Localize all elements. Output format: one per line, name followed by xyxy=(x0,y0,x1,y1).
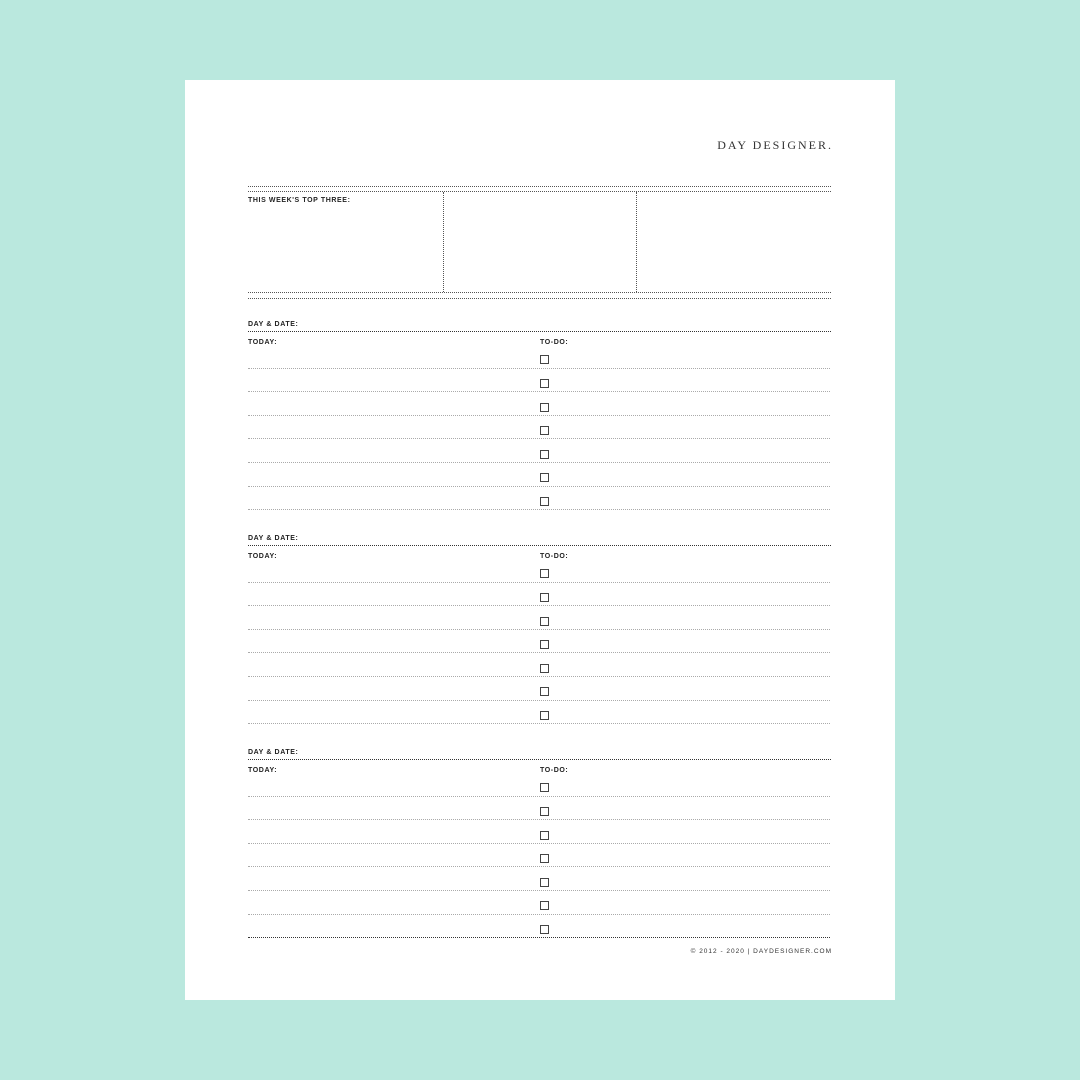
writing-line[interactable] xyxy=(248,843,830,844)
todo-checkbox[interactable] xyxy=(540,497,549,506)
writing-line[interactable] xyxy=(248,582,830,583)
writing-line[interactable] xyxy=(248,866,830,867)
day-date-line[interactable] xyxy=(248,545,831,546)
todo-checkbox[interactable] xyxy=(540,854,549,863)
todo-checkbox[interactable] xyxy=(540,617,549,626)
top-three-border-top-outer xyxy=(248,186,831,187)
day-date-line[interactable] xyxy=(248,331,831,332)
writing-line[interactable] xyxy=(248,676,830,677)
todo-label: TO-DO: xyxy=(540,339,569,346)
writing-line[interactable] xyxy=(248,438,830,439)
day-section-2 xyxy=(248,535,831,730)
day-section-3 xyxy=(248,749,831,944)
writing-line[interactable] xyxy=(248,819,830,820)
writing-line[interactable] xyxy=(248,796,830,797)
writing-line[interactable] xyxy=(248,605,830,606)
writing-line[interactable] xyxy=(248,368,830,369)
todo-label: TO-DO: xyxy=(540,767,569,774)
todo-checkbox[interactable] xyxy=(540,403,549,412)
todo-checkbox[interactable] xyxy=(540,925,549,934)
todo-checkbox[interactable] xyxy=(540,687,549,696)
top-three-label: THIS WEEK'S TOP THREE: xyxy=(248,197,351,204)
top-three-divider-2 xyxy=(636,192,637,292)
todo-checkbox[interactable] xyxy=(540,640,549,649)
writing-line-final[interactable] xyxy=(248,937,830,938)
today-label: TODAY: xyxy=(248,767,278,774)
todo-checkbox[interactable] xyxy=(540,473,549,482)
todo-checkbox[interactable] xyxy=(540,426,549,435)
top-three-divider-1 xyxy=(443,192,444,292)
writing-line[interactable] xyxy=(248,462,830,463)
planner-page xyxy=(185,80,895,1000)
writing-line[interactable] xyxy=(248,415,830,416)
day-date-label: DAY & DATE: xyxy=(248,749,299,756)
writing-line[interactable] xyxy=(248,723,830,724)
todo-checkbox[interactable] xyxy=(540,569,549,578)
today-label: TODAY: xyxy=(248,339,278,346)
copyright-footer: © 2012 - 2020 | DAYDESIGNER.COM xyxy=(690,948,832,955)
writing-line[interactable] xyxy=(248,629,830,630)
brand-mark: . xyxy=(828,138,831,152)
writing-line[interactable] xyxy=(248,391,830,392)
writing-line[interactable] xyxy=(248,890,830,891)
day-date-line[interactable] xyxy=(248,759,831,760)
day-section-1 xyxy=(248,321,831,516)
brand-logo xyxy=(717,138,831,153)
todo-checkbox[interactable] xyxy=(540,783,549,792)
todo-checkbox[interactable] xyxy=(540,901,549,910)
writing-line[interactable] xyxy=(248,486,830,487)
todo-checkbox[interactable] xyxy=(540,711,549,720)
todo-checkbox[interactable] xyxy=(540,878,549,887)
top-three-border-bottom-inner xyxy=(248,292,831,293)
today-label: TODAY: xyxy=(248,553,278,560)
todo-checkbox[interactable] xyxy=(540,807,549,816)
todo-checkbox[interactable] xyxy=(540,450,549,459)
writing-line[interactable] xyxy=(248,700,830,701)
writing-line[interactable] xyxy=(248,509,830,510)
todo-label: TO-DO: xyxy=(540,553,569,560)
todo-checkbox[interactable] xyxy=(540,593,549,602)
top-three-border-bottom-outer xyxy=(248,298,831,299)
top-three-border-top-inner xyxy=(248,191,831,192)
writing-line[interactable] xyxy=(248,652,830,653)
todo-checkbox[interactable] xyxy=(540,355,549,364)
day-date-label: DAY & DATE: xyxy=(248,321,299,328)
brand-name: DAY DESIGNER xyxy=(717,138,828,152)
todo-checkbox[interactable] xyxy=(540,379,549,388)
day-date-label: DAY & DATE: xyxy=(248,535,299,542)
writing-line[interactable] xyxy=(248,914,830,915)
todo-checkbox[interactable] xyxy=(540,831,549,840)
todo-checkbox[interactable] xyxy=(540,664,549,673)
